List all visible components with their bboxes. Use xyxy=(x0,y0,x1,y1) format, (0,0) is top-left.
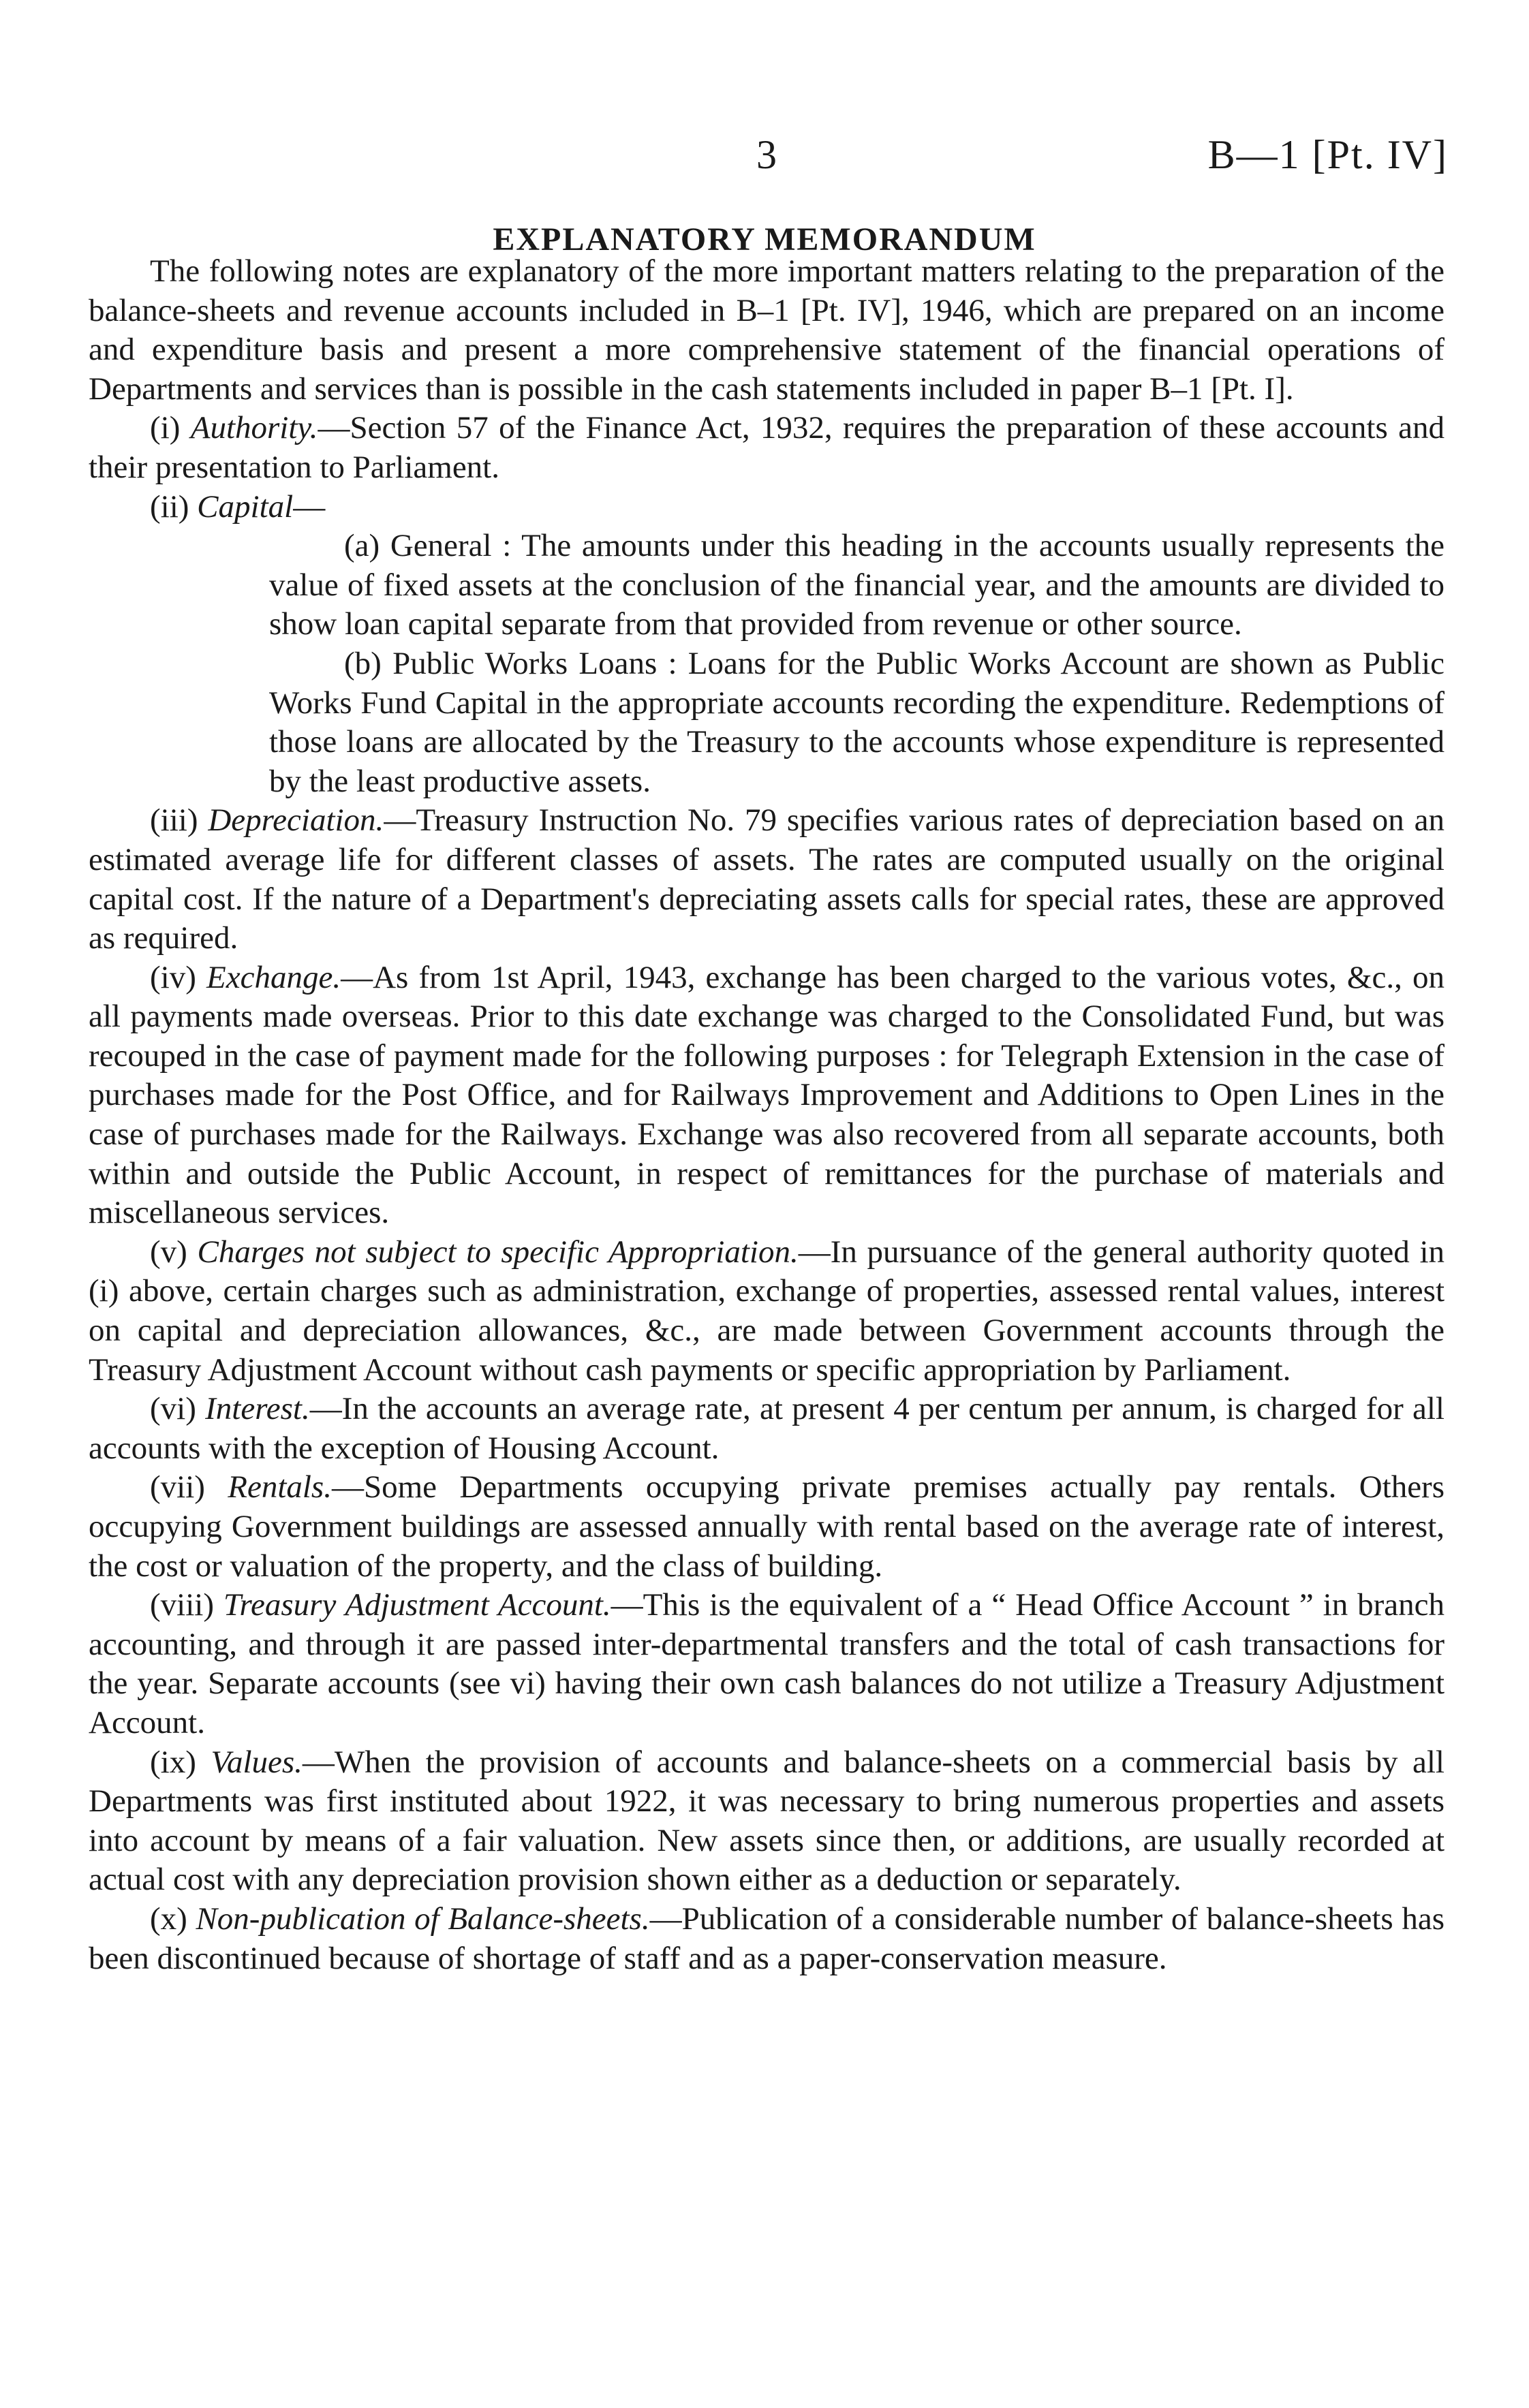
paragraph-heading: Depreciation. xyxy=(208,802,384,839)
paragraph-heading: Non-publication of Balance-sheets. xyxy=(196,1901,650,1937)
paragraph-heading: Charges not subject to specific Appropriation. xyxy=(197,1234,799,1270)
paragraph-capital: (ii) Capital— xyxy=(150,488,326,525)
paragraph-exchange: (iv) Exchange.—As from 1st April, 1943, exchange has been charged to the various votes, &c., on all payments made overseas. Prior to this date exchange was charged to the Consolidated Fund, but was recouped in the case of payment made for the following purposes : for Telegraph Extension in the case of purchases made for the Post Office, and for Railways Improvement and Additions to Open Lines in the case of purchases made for the Railways. Exchange was also recovered from all separate accounts, both within and outside the Public Account, in respect of remittances for the purchase of materials and miscellaneous services. xyxy=(89,959,1445,1231)
paragraph-charges: (v) Charges not subject to specific Appropriation.—In pursuance of the general authority quoted in (i) above, certain charges such as administration, exchange of properties, assessed rental values, interest on capital and depreciation allowances, &c., are made between Government accounts through the Treasury Adjustment Account without cash payments or specific appropriation by Parliament. xyxy=(89,1234,1445,1388)
paragraph-depreciation: (iii) Depreciation.—Treasury Instruction No. 79 specifies various rates of depreciation based on an estimated average life for different classes of assets. The rates are computed usually on the original capital cost. If the nature of a Department's depreciating assets calls for special rates, these are approved as required. xyxy=(89,802,1445,956)
memorandum-title: EXPLANATORY MEMORANDUM xyxy=(493,221,1036,257)
subparagraph-public-works-loans: (b) Public Works Loans : Loans for the Public Works Account are shown as Public Works Fund Capital in the appropriate accounts recording the expenditure. Redemptions of those loans are allocated by the Treasury to the accounts whose expenditure is represented by the least productive assets. xyxy=(269,645,1445,799)
paragraph-heading: Treasury Adjustment Account. xyxy=(223,1587,611,1623)
paragraph-heading: Capital xyxy=(197,488,294,525)
memorandum-body xyxy=(89,252,1445,1978)
document-reference: B—1 [Pt. IV] xyxy=(1207,132,1448,177)
paragraph-heading: Values. xyxy=(211,1744,303,1780)
paragraph-heading: Rentals. xyxy=(228,1469,332,1505)
paragraph-heading: Authority. xyxy=(190,410,318,446)
intro-paragraph: The following notes are explanatory of the more important matters relating to the preparation of the balance-sheets and revenue accounts included in B–1 [Pt. IV], 1946, which are prepared on an income and expenditure basis and present a more comprehensive statement of the financial operations of Departments and services than is possible in the cash statements included in paper B–1 [Pt. I]. xyxy=(89,253,1445,407)
paragraph-non-publication: (x) Non-publication of Balance-sheets.—Publication of a considerable number of balance-sheets has been discontinued because of shortage of staff and as a paper-conservation measure. xyxy=(89,1901,1445,1976)
paragraph-treasury-adjustment: (viii) Treasury Adjustment Account.—This is the equivalent of a “ Head Office Account ” in branch accounting, and through it are passed inter-departmental transfers and the total of cash transactions for the year. Separate accounts (see vi) having their own cash balances do not utilize a Treasury Adjustment Account. xyxy=(89,1587,1445,1740)
paragraph-heading: Interest. xyxy=(205,1391,310,1427)
paragraph-interest: (vi) Interest.—In the accounts an average rate, at present 4 per centum per annum, is charged for all accounts with the exception of Housing Account. xyxy=(89,1391,1445,1466)
subparagraph-capital-general: (a) General : The amounts under this heading in the accounts usually represents the value of fixed assets at the conclusion of the financial year, and the amounts are divided to show loan capital separate from that provided from revenue or other source. xyxy=(269,528,1445,642)
paragraph-rentals: (vii) Rentals.—Some Departments occupying private premises actually pay rentals. Others occupying Government buildings are assessed annually with rental based on the average rate of interest, the cost or valuation of the property, and the class of building. xyxy=(89,1469,1445,1584)
paragraph-values: (ix) Values.—When the provision of accounts and balance-sheets on a commercial basis by all Departments was first instituted about 1922, it was necessary to bring numerous properties and assets into account by means of a fair valuation. New assets since then, or additions, are usually recorded at actual cost with any depreciation provision shown either as a deduction or separately. xyxy=(89,1744,1445,1898)
paragraph-authority: (i) Authority.—Section 57 of the Finance Act, 1932, requires the preparation of these accounts and their presentation to Parliament. xyxy=(89,410,1445,485)
paragraph-heading: Exchange. xyxy=(206,959,341,995)
page-number: 3 xyxy=(756,132,777,177)
